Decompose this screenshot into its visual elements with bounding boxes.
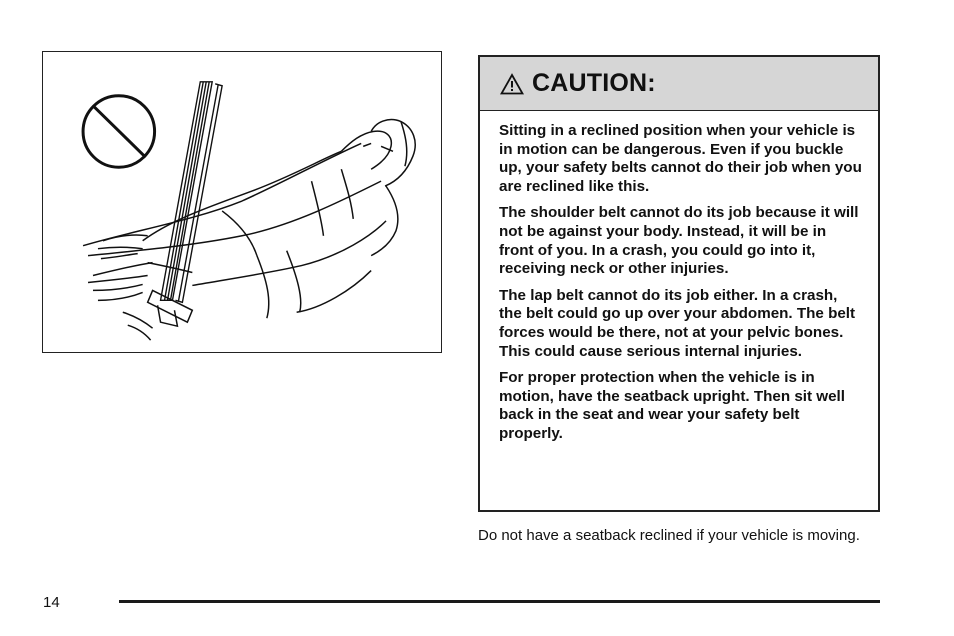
seat-and-body-drawing	[83, 120, 415, 340]
caution-paragraph: The shoulder belt cannot do its job because it will not be against your body. Instead, it will be in front of you. In a crash, you could go into it, receiving neck or other injuries.	[499, 204, 859, 278]
caution-paragraph: Sitting in a reclined position when your vehicle is in motion can be dangerous. Even if you buckle up, your safety belts cannot do their job when you are reclined like this.	[499, 122, 862, 195]
caution-paragraph: For proper protection when the vehicle is in motion, have the seatback upright. Then sit well back in the seat and wear your safety belt properly.	[499, 369, 845, 442]
caution-box	[478, 55, 880, 512]
caution-title: CAUTION:	[532, 69, 656, 97]
body-note: Do not have a seatback reclined if your vehicle is moving.	[478, 527, 860, 544]
caution-header	[480, 57, 878, 111]
shoulder-belt-drawing	[161, 82, 223, 303]
caution-paragraph: The lap belt cannot do its job either. In a crash, the belt could go up over your abdomen. The belt forces would be there, not at your pelvic bones. This could cause serious internal injuries.	[499, 286, 856, 360]
reclined-passenger-illustration	[42, 51, 442, 353]
footer-rule	[119, 600, 880, 603]
caution-body	[480, 111, 878, 444]
warning-triangle-icon	[500, 73, 524, 95]
page-number: 14	[43, 594, 60, 611]
reclined-seat-drawing	[43, 52, 441, 352]
no-symbol-icon	[83, 96, 155, 168]
